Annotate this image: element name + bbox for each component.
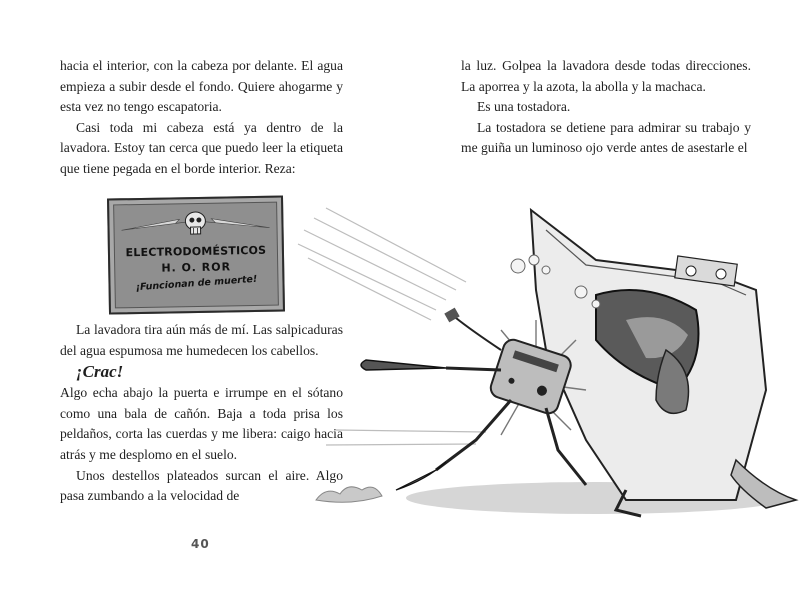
appliance-label-sign	[107, 195, 285, 314]
sign-brand-line: ELECTRODOMÉSTICOS	[125, 243, 267, 260]
paragraph: La tostadora se detiene para admirar su trabajo y me guiña un luminoso ojo verde antes de asestarle el	[461, 119, 751, 156]
paragraph: La lavadora tira aún más de mí. Las salpicaduras del agua espumosa me humedecen los cabellos.	[60, 322, 343, 358]
page-number: 40	[191, 537, 210, 551]
exclamation-heading: ¡Crac!	[76, 362, 124, 382]
paragraph: la luz. Golpea la lavadora desde todas direcciones. La aporrea y la azota, la abolla y la machaca.	[461, 58, 751, 94]
sign-slogan-line: ¡Funcionan de muerte!	[135, 273, 258, 294]
paragraph: hacia el interior, con la cabeza por delante. El agua empieza a subir desde el fondo. Quiere ahogarme y esta vez no tengo escapatoria.	[60, 58, 343, 115]
right-column-top	[461, 56, 751, 159]
paragraph: Casi toda mi cabeza está ya dentro de la lavadora. Estoy tan cerca que puedo leer la etiqueta que tiene pegada en el borde interior. Reza:	[60, 119, 343, 176]
toaster-vs-washing-machine-illustration	[296, 200, 800, 530]
paragraph: Es una tostadora.	[477, 99, 571, 115]
paragraph: Algo echa abajo la puerta e irrumpe en el sótano como una bala de cañón. Baja a toda prisa los peldaños, corta las cuerdas y me libera: caigo hacia atrás y me desplomo en el suelo.	[60, 385, 343, 462]
left-column-top	[60, 56, 343, 180]
sign-name-line: H. O. ROR	[161, 260, 232, 275]
paragraph: Unos destellos plateados surcan el aire. Algo pasa zumbando a la velocidad de	[60, 467, 343, 504]
